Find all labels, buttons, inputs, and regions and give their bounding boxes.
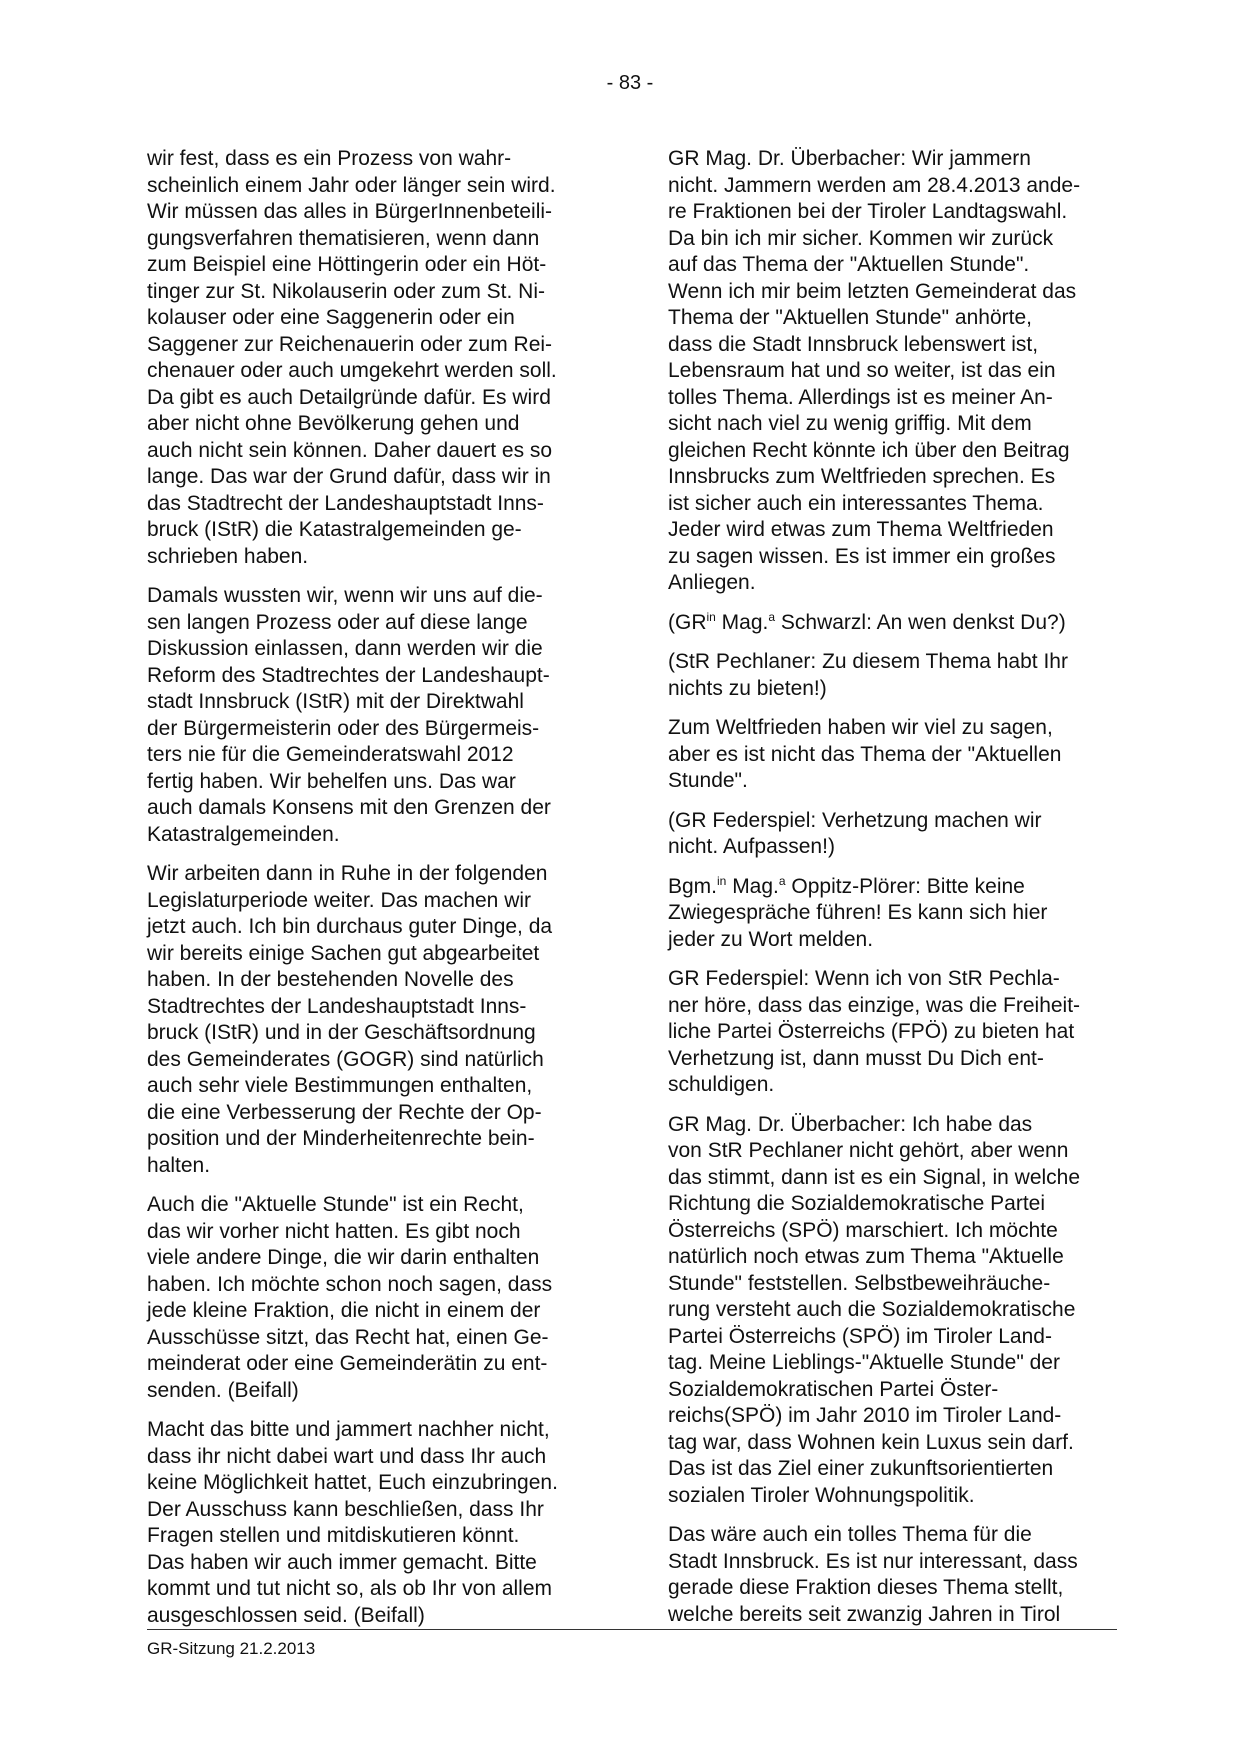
paragraph: GR Federspiel: Wenn ich von StR Pechla- ner höre, dass das einzige, was die Freiheit- liche Partei Österreichs (FPÖ) zu bieten hat Verhetzung ist, dann musst Du Dich ent- schuldigen. [668,967,1081,1096]
paragraph-interjection: (StR Pechlaner: Zu diesem Thema habt Ihr nichts zu bieten!) [668,650,1068,700]
text-run: (GR [668,610,707,634]
footer-session-label: GR-Sitzung 21.2.2013 [147,1639,316,1658]
superscript: in [706,609,716,624]
text-run: Oppitz-Plörer: Bitte keine [785,874,1025,898]
paragraph: Wir arbeiten dann in Ruhe in der folgenden Legislaturperiode weiter. Das machen wir jetzt auch. Ich bin durchaus guter Dinge, da wir bereits einige Sachen gut abgearbeitet haben. In der bestehenden Novelle des Stadtrechtes der Landeshauptstadt Inns- bruck (IStR) und in der Geschäftsordnung des Gemeinderates (GOGR) sind natürlich auch sehr viele Bestimmungen enthalten, die eine Verbesserung der Rechte der Op- position und der Minderheitenrechte bein- halten. [147,862,553,1177]
footer-divider [147,1629,1117,1630]
paragraph [668,874,1116,954]
text-run: Mag. [726,874,779,898]
paragraph: Macht das bitte und jammert nachher nicht, dass ihr nicht dabei wart und dass Ihr auch keine Möglichkeit hattet, Euch einzubringen. Der Ausschuss kann beschließen, dass Ihr Fragen stellen und mitdiskutieren könnt. Das haben wir auch immer gemacht. Bitte kommt und tut nicht so, als ob Ihr von allem ausgeschlossen seid. (Beifall) [147,1418,558,1627]
paragraph: GR Mag. Dr. Überbacher: Ich habe das von StR Pechlaner nicht gehört, aber wenn das stimmt, dann ist es ein Signal, in welche Richtung die Sozialdemokratische Partei Österreichs (SPÖ) marschiert. Ich möchte natürlich noch etwas zum Thema "Aktuelle Stunde" feststellen. Selbstbeweihräuche- rung versteht auch die Sozialdemokratische Partei Österreichs (SPÖ) im Tiroler Land- tag. Meine Lieblings-"Aktuelle Stunde" der Sozialdemokratischen Partei Öster- reichs(SPÖ) im Jahr 2010 im Tiroler Land- tag war, dass Wohnen kein Luxus sein darf. Das ist das Ziel einer zukunftsorientierten sozialen Tiroler Wohnungspolitik. [668,1112,1081,1507]
paragraph: wir fest, dass es ein Prozess von wahr- scheinlich einem Jahr oder länger sein wird. Wir müssen das alles in BürgerInnenbeteili- gungsverfahren thematisieren, wenn dann zum Beispiel eine Höttingerin oder ein Höt- tinger zur St. Nikolauserin oder zum St. Ni- kolauser oder eine Saggenerin oder ein Saggener zur Reichenauerin oder zum Rei- chenauer oder auch umgekehrt werden soll. Da gibt es auch Detailgründe dafür. Es wird aber nicht ohne Bevölkerung gehen und auch nicht sein können. Daher dauert es so lange. Das war der Grund dafür, dass wir in das Stadtrecht der Landeshauptstadt Inns- bruck (IStR) die Katastralgemeinden ge- schrieben haben. [147,147,557,568]
page-number: - 83 - [606,72,654,94]
superscript: a [778,873,786,888]
right-column [668,146,1116,1641]
text-run: Mag. [715,610,769,634]
text-run: Zwiegespräche führen! Es kann sich hier jeder zu Wort melden. [668,901,1048,951]
paragraph: Damals wussten wir, wenn wir uns auf die- sen langen Prozess oder auf diese lange Diskussion einlassen, dann werden wir die Reform des Stadtrechtes der Landeshaupt- stadt Innsbruck (IStR) mit der Direktwahl der Bürgermeisterin oder des Bürgermeis- ters nie für die Gemeinderatswahl 2012 fertig haben. Wir behelfen uns. Das war auch damals Konsens mit den Grenzen der Katastralgemeinden. [147,584,551,846]
superscript: in [717,873,727,888]
paragraph-interjection: (GR Federspiel: Verhetzung machen wir nicht. Aufpassen!) [668,808,1042,858]
paragraph-interjection [668,610,1116,637]
paragraph: Auch die "Aktuelle Stunde" ist ein Recht, das wir vorher nicht hatten. Es gibt noch viele andere Dinge, die wir darin enthalten haben. Ich möchte schon noch sagen, dass jede kleine Fraktion, die nicht in einem der Ausschüsse sitzt, das Recht hat, einen Ge- meinderat oder eine Gemeinderätin zu ent- senden. (Beifall) [147,1193,553,1402]
text-run: Schwarzl: An wen denkst Du?) [775,610,1066,634]
paragraph: Das wäre auch ein tolles Thema für die Stadt Innsbruck. Es ist nur interessant, dass gerade diese Fraktion dieses Thema stellt, welche bereits seit zwanzig Jahren in Tirol [668,1523,1078,1626]
superscript: a [768,609,776,624]
left-column [147,146,595,1642]
paragraph: GR Mag. Dr. Überbacher: Wir jammern nicht. Jammern werden am 28.4.2013 ande- re Fraktionen bei der Tiroler Landtagswahl. Da bin ich mir sicher. Kommen wir zurück auf das Thema der "Aktuellen Stunde". Wenn ich mir beim letzten Gemeinderat das Thema der "Aktuellen Stunde" anhörte, dass die Stadt Innsbruck lebenswert ist, Lebensraum hat und so weiter, ist das ein tolles Thema. Allerdings ist es meiner An- sicht nach viel zu wenig griffig. Mit dem gleichen Recht könnte ich über den Beitrag Innsbrucks zum Weltfrieden sprechen. Es ist sicher auch ein interessantes Thema. Jeder wird etwas zum Thema Weltfrieden zu sagen wissen. Es ist immer ein großes Anliegen. [668,147,1081,594]
paragraph: Zum Weltfrieden haben wir viel zu sagen, aber es ist nicht das Thema der "Aktuellen Stunde". [668,716,1062,792]
text-run: Bgm. [668,874,718,898]
